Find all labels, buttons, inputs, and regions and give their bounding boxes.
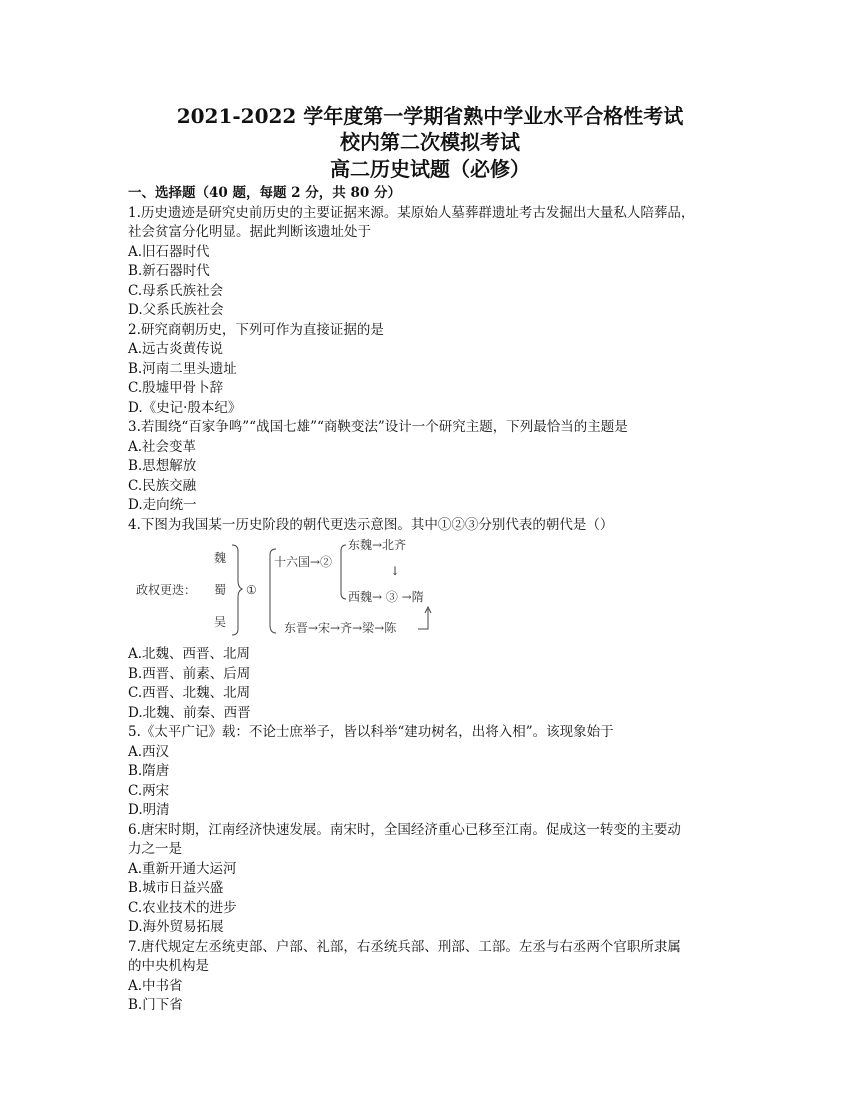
- option-b: B.西晋、前素、后周: [128, 665, 251, 682]
- section-heading: 一、选择题（40 题，每题 2 分，共 80 分）: [128, 185, 401, 201]
- option-a: A.北魏、西晋、北周: [128, 646, 251, 662]
- exam-title-line2: 校内第二次模拟考试: [340, 130, 520, 154]
- diagram-sixteen-kingdoms: 十六国→②: [274, 555, 333, 569]
- option-a: A.中书省: [128, 977, 183, 994]
- question-7: [128, 938, 743, 1016]
- option-a: A.重新开通大运河: [128, 860, 237, 877]
- diagram-wei: 魏: [214, 551, 227, 565]
- diagram-label: 政权更迭：: [136, 583, 197, 597]
- option-c: C.西晋、北魏、北周: [128, 685, 251, 701]
- exam-body: [128, 184, 743, 1016]
- option-d: D.北魏、前秦、西晋: [128, 704, 251, 721]
- option-c: C.两宋: [128, 782, 170, 799]
- question-6: [128, 821, 743, 938]
- option-b: B.门下省: [128, 997, 183, 1013]
- option-a: A.旧石器时代: [128, 243, 210, 260]
- dynasty-succession-diagram: [128, 537, 458, 641]
- question-stem-cont: 力之一是: [128, 841, 182, 857]
- option-a: A.远古炎黄传说: [128, 341, 224, 357]
- diagram-wu: 吴: [214, 615, 227, 629]
- question-stem: 2.研究商朝历史，下列可作为直接证据的是: [128, 321, 384, 338]
- option-d: D.海外贸易拓展: [128, 919, 224, 935]
- question-3: [128, 418, 743, 516]
- option-d: D.父系氏族社会: [128, 302, 224, 318]
- question-stem: 1.历史遗迹是研究史前历史的主要证据来源。某原始人墓葬群遗址考古发掘出大量私人陪葬品，: [128, 204, 695, 221]
- question-2: [128, 321, 743, 419]
- option-c: C.殷墟甲骨卜辞: [128, 380, 224, 396]
- option-b: B.新石器时代: [128, 263, 210, 279]
- option-a: A.西汉: [128, 743, 170, 760]
- option-c: C.民族交融: [128, 477, 197, 494]
- option-c: C.母系氏族社会: [128, 282, 224, 299]
- question-stem-cont: 社会贫富分化明显。据此判断该遗址处于: [128, 224, 371, 240]
- option-c: C.农业技术的进步: [128, 899, 237, 916]
- diagram-southern-dynasties: 东晋→宋→齐→梁→陈: [284, 621, 397, 635]
- question-4: [128, 516, 743, 724]
- exam-title-line1: 2021-2022 学年度第一学期省熟中学业水平合格性考试: [176, 104, 684, 128]
- diagram-down-arrow: ↓: [390, 564, 401, 578]
- question-stem-cont: 的中央机构是: [128, 958, 209, 974]
- option-b: B.思想解放: [128, 458, 197, 474]
- question-stem: 5.《太平广记》载：不论士庶举子，皆以科举“建功树名，出将入相”。该现象始于: [128, 724, 614, 740]
- question-5: [128, 723, 743, 821]
- option-d: D.走向统一: [128, 497, 197, 513]
- option-b: B.隋唐: [128, 763, 170, 779]
- question-stem: 3.若围绕“百家争鸣”“战国七雄”“商鞅变法”设计一个研究主题，下列最恰当的主题是: [128, 419, 628, 435]
- option-b: B.城市日益兴盛: [128, 880, 224, 896]
- question-stem: 4.下图为我国某一历史阶段的朝代更迭示意图。其中①②③分别代表的朝代是（）: [128, 516, 614, 533]
- option-b: B.河南二里头遗址: [128, 360, 237, 377]
- question-1: [128, 204, 743, 321]
- question-stem: 6.唐宋时期，江南经济快速发展。南宋时，全国经济重心已移至江南。促成这一转变的主要动: [128, 821, 681, 838]
- exam-title-line3: 高二历史试题（必修）: [330, 157, 530, 181]
- diagram-shu: 蜀: [214, 583, 227, 597]
- diagram-east-wei: 东魏→北齐: [348, 538, 407, 552]
- option-d: D.《史记·殷本纪》: [128, 399, 242, 416]
- option-a: A.社会变革: [128, 438, 197, 455]
- diagram-west-wei: 西魏→ ③ →隋: [348, 590, 424, 604]
- option-d: D.明清: [128, 802, 170, 818]
- question-stem: 7.唐代规定左丞统吏部、户部、礼部，右丞统兵部、刑部、工部。左丞与右丞两个官职所隶属: [128, 938, 681, 955]
- diagram-circle1: ①: [246, 583, 257, 597]
